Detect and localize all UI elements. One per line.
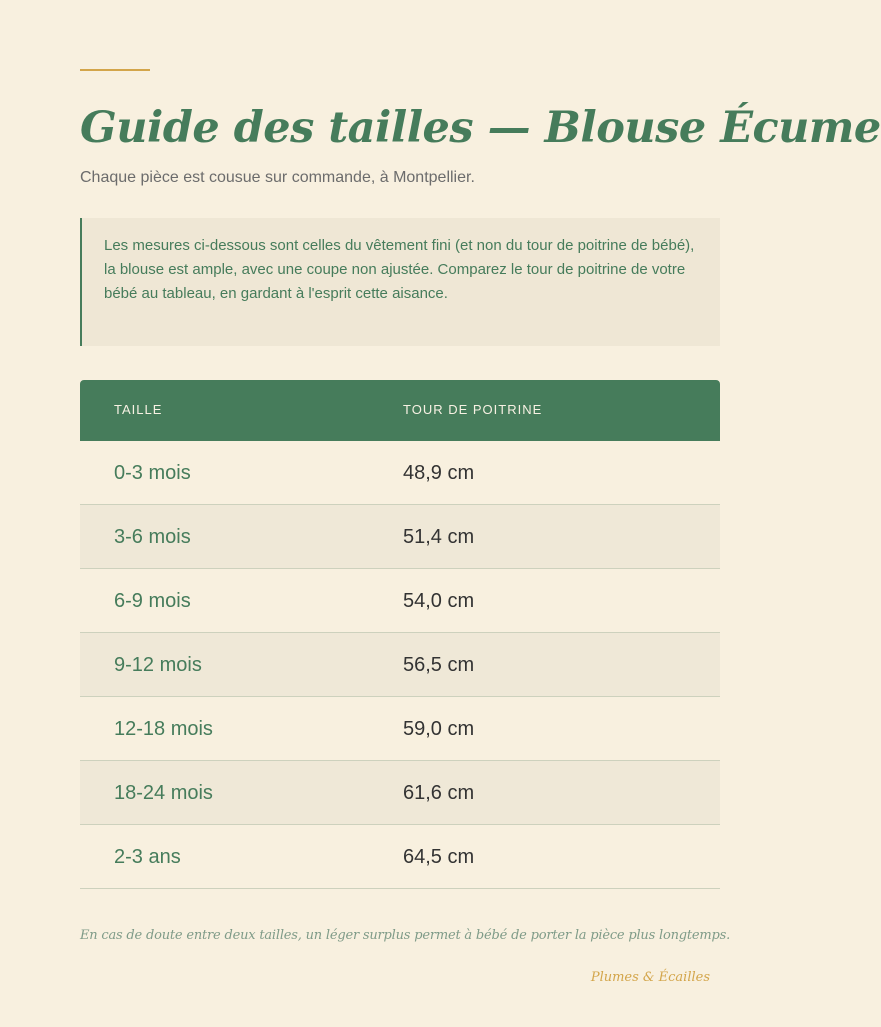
chest-cell: 54,0 cm [403,590,475,612]
chest-cell: 48,9 cm [403,462,475,484]
page-subtitle: Chaque pièce est cousue sur commande, à Montpellier. [80,169,475,186]
table-row [80,569,720,633]
size-cell: 3-6 mois [114,526,191,548]
chest-cell: 59,0 cm [403,718,475,740]
size-table [80,380,720,889]
chest-cell: 64,5 cm [403,846,475,868]
size-cell: 0-3 mois [114,462,191,484]
chest-cell: 51,4 cm [403,526,475,548]
table-row [80,825,720,889]
page-title: Guide des tailles — Blouse Écume [80,103,881,153]
size-cell: 12-18 mois [114,718,213,740]
chest-cell: 61,6 cm [403,782,475,804]
table-row [80,633,720,697]
table-row [80,441,720,505]
table-header [80,380,720,441]
size-cell: 2-3 ans [114,846,181,868]
column-header-chest: TOUR DE POITRINE [403,402,543,417]
brand-signature: Plumes & Écailles [590,970,710,985]
table-row [80,761,720,825]
table-row [80,505,720,569]
chest-cell: 56,5 cm [403,654,475,676]
size-cell: 18-24 mois [114,782,213,804]
column-header-size: TAILLE [114,402,163,417]
sizing-footnote: En cas de doute entre deux tailles, un léger surplus permet à bébé de porter la pièce plus longtemps. [80,928,731,943]
table-row [80,697,720,761]
size-cell: 9-12 mois [114,654,202,676]
accent-rule [80,69,150,71]
fit-note [80,218,720,346]
size-cell: 6-9 mois [114,590,191,612]
fit-note-text: Les mesures ci-dessous sont celles du vêtement fini (et non du tour de poitrine de bébé), la blouse est ample, avec une coupe non ajustée. Comparez le tour de poitrine de votre bébé au tableau, en gardant à l'esprit cette aisance. [104,237,695,302]
